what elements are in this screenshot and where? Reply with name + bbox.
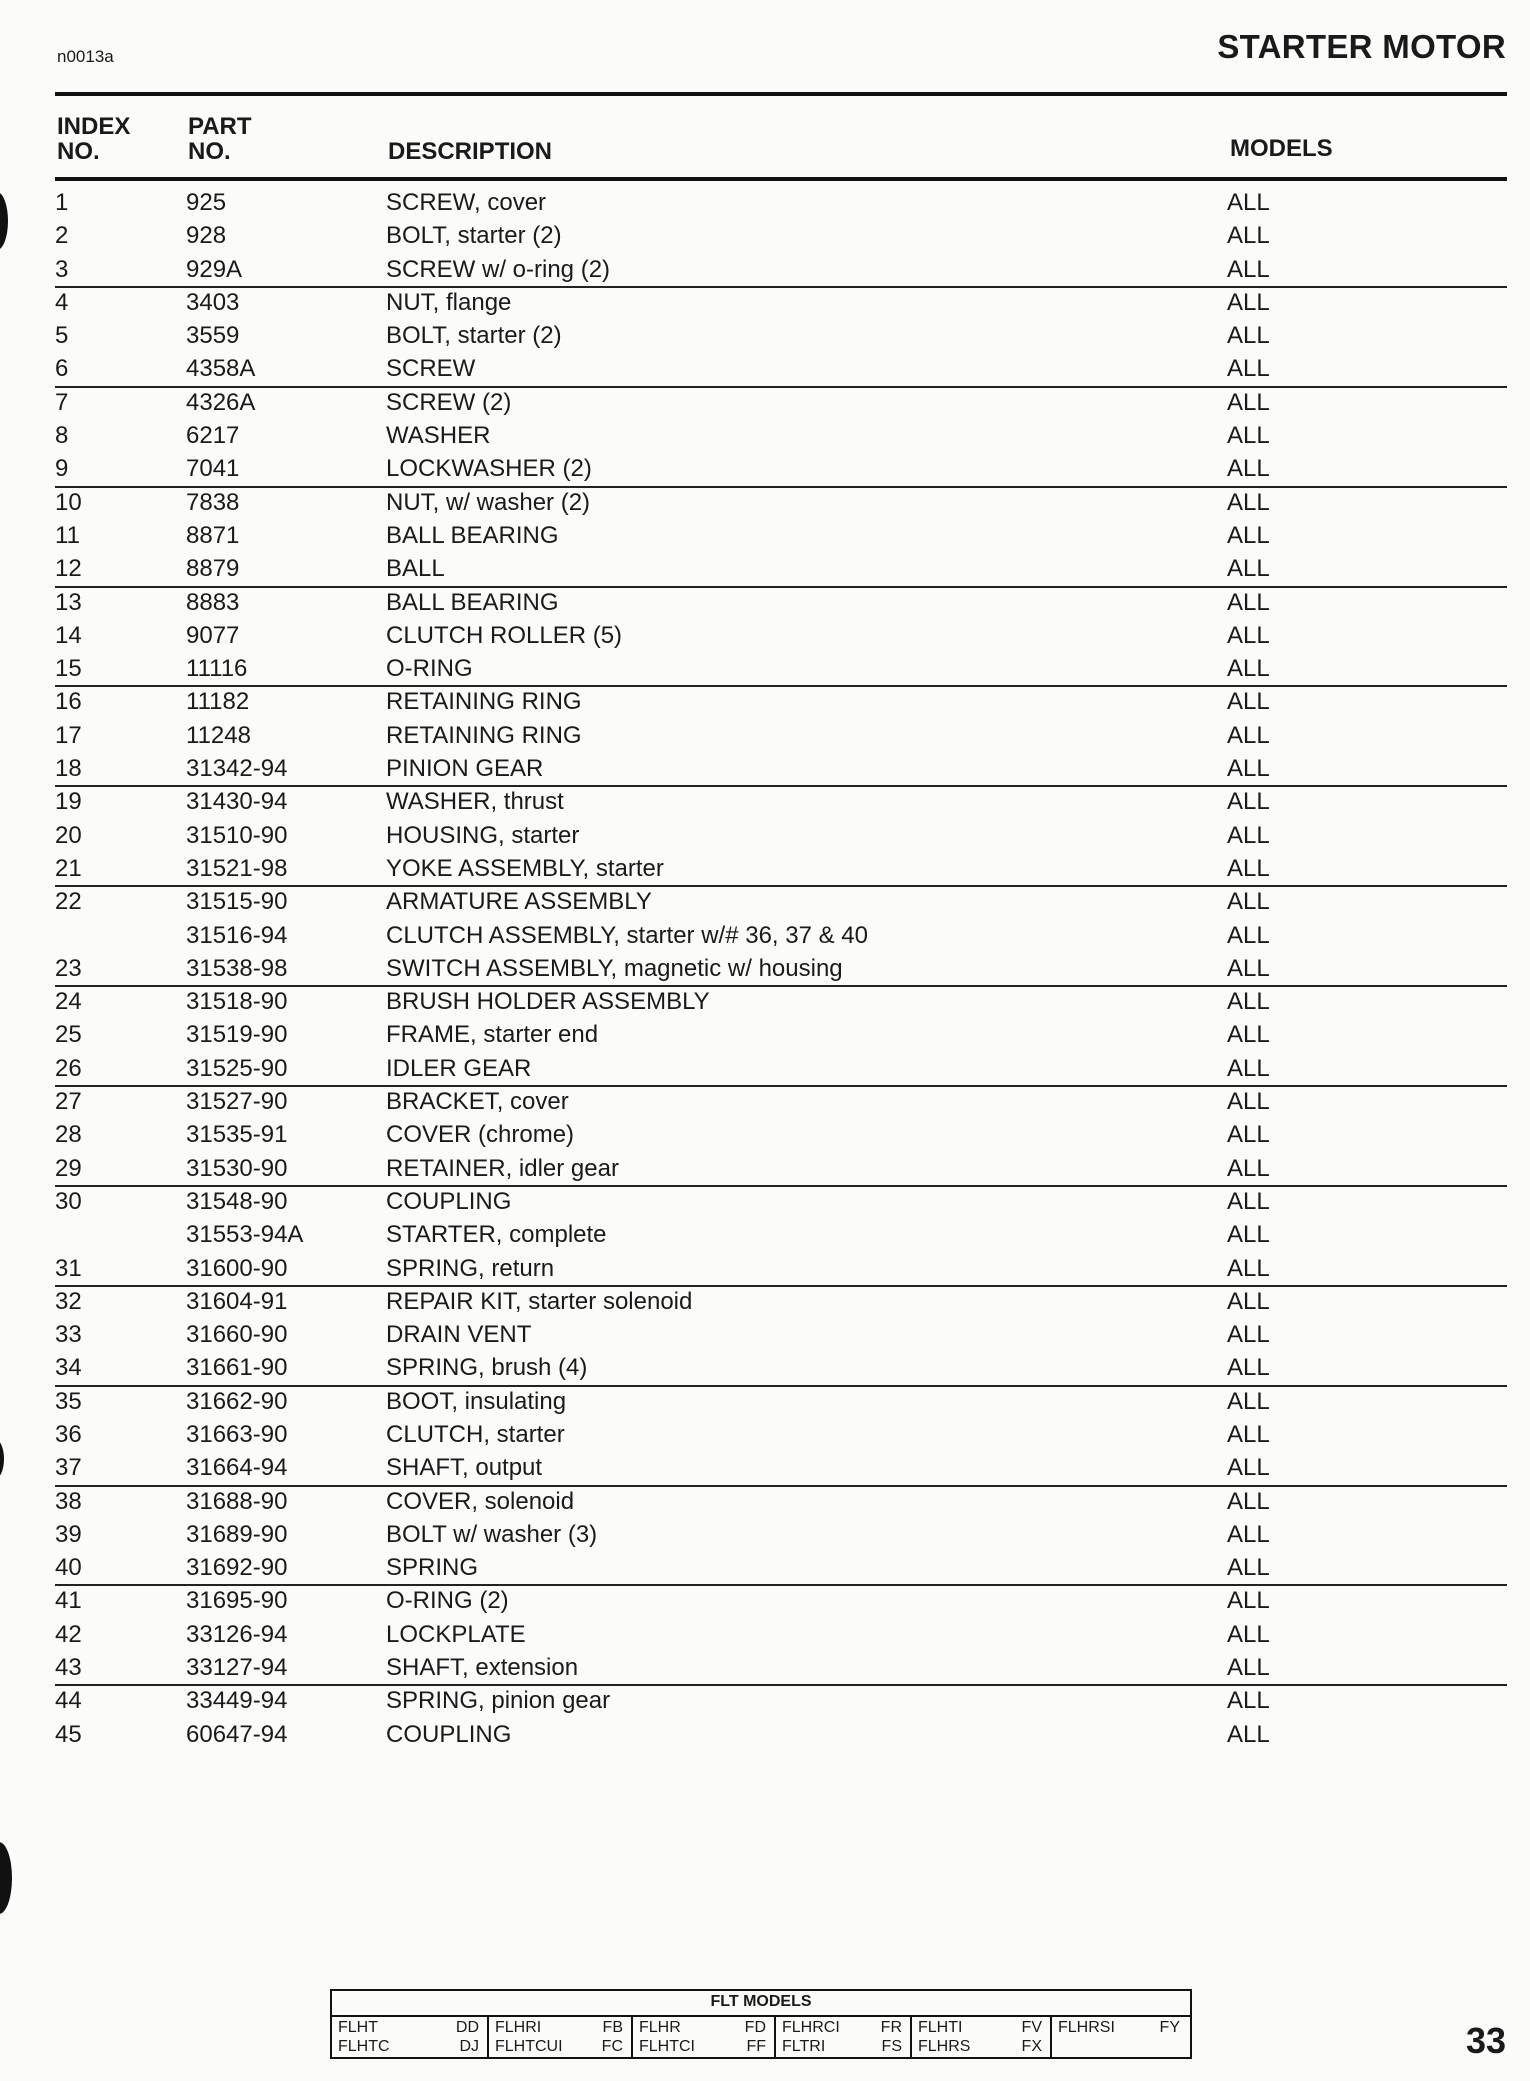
models-cell: ALL xyxy=(1227,688,1270,716)
index-cell: 12 xyxy=(55,555,82,583)
table-row xyxy=(0,1318,1530,1351)
models-cell: ALL xyxy=(1227,189,1270,216)
index-cell: 8 xyxy=(55,422,69,450)
description-cell: RETAINING RING xyxy=(386,721,582,749)
table-row xyxy=(0,486,1530,519)
table-row xyxy=(0,785,1530,818)
table-row xyxy=(0,985,1530,1018)
header-part xyxy=(188,114,252,164)
table-row xyxy=(0,1684,1530,1717)
table-row xyxy=(0,253,1530,286)
flt-model-name: FLHTCI xyxy=(639,2038,695,2055)
part-number-cell: 31600-90 xyxy=(186,1254,288,1282)
models-cell: ALL xyxy=(1227,1121,1270,1149)
header-index xyxy=(57,114,130,164)
index-cell: 37 xyxy=(55,1454,82,1482)
part-number-cell: 7041 xyxy=(186,455,240,483)
index-cell: 36 xyxy=(55,1420,82,1448)
group-divider xyxy=(55,286,1507,288)
index-cell: 11 xyxy=(55,521,80,549)
group-divider xyxy=(55,486,1507,488)
description-cell: COVER, solenoid xyxy=(386,1487,575,1515)
table-row xyxy=(0,1618,1530,1651)
description-cell: RETAINING RING xyxy=(386,688,582,716)
models-cell: ALL xyxy=(1227,655,1270,683)
description-cell: BOOT, insulating xyxy=(386,1387,567,1415)
description-cell: BRUSH HOLDER ASSEMBLY xyxy=(386,988,710,1016)
table-row xyxy=(0,652,1530,685)
index-cell: 17 xyxy=(55,721,82,749)
part-number-cell: 31548-90 xyxy=(186,1187,288,1215)
index-cell: 15 xyxy=(55,655,82,683)
part-number-cell: 8871 xyxy=(186,521,240,549)
index-cell: 6 xyxy=(55,355,69,383)
table-row xyxy=(0,419,1530,452)
description-cell: STARTER, complete xyxy=(386,1221,607,1249)
index-cell: 44 xyxy=(55,1687,82,1715)
flt-model-code: FV xyxy=(1021,2019,1042,2036)
part-number-cell: 31692-90 xyxy=(186,1554,288,1582)
description-cell: SHAFT, extension xyxy=(386,1654,579,1682)
index-cell: 31 xyxy=(55,1254,82,1282)
description-cell: SHAFT, output xyxy=(386,1454,543,1482)
part-number-cell: 31430-94 xyxy=(186,788,288,816)
description-cell: BALL BEARING xyxy=(386,521,559,549)
description-cell: WASHER xyxy=(386,422,491,450)
part-number-cell: 31538-98 xyxy=(186,954,288,982)
part-number-cell: 929A xyxy=(186,255,243,283)
table-row xyxy=(0,1085,1530,1118)
flt-model-code: FC xyxy=(601,2038,623,2055)
description-cell: COUPLING xyxy=(386,1187,512,1215)
models-cell: ALL xyxy=(1227,588,1270,616)
models-cell: ALL xyxy=(1227,821,1270,849)
top-rule xyxy=(55,92,1507,96)
part-number-cell: 31661-90 xyxy=(186,1354,288,1382)
part-number-cell: 31535-91 xyxy=(186,1121,288,1149)
part-number-cell: 31510-90 xyxy=(186,821,288,849)
description-cell: CLUTCH ROLLER (5) xyxy=(386,621,623,649)
table-row xyxy=(0,719,1530,752)
flt-model-cell xyxy=(912,2017,1052,2057)
index-cell: 3 xyxy=(55,255,69,283)
models-cell: ALL xyxy=(1227,1254,1270,1282)
models-cell: ALL xyxy=(1227,888,1270,916)
table-row xyxy=(0,352,1530,385)
part-number-cell: 31663-90 xyxy=(186,1420,288,1448)
index-cell: 18 xyxy=(55,755,82,783)
index-cell: 14 xyxy=(55,621,82,649)
description-cell: SWITCH ASSEMBLY, magnetic w/ housing xyxy=(386,954,843,982)
table-row xyxy=(0,1185,1530,1218)
table-row xyxy=(0,1218,1530,1251)
table-row xyxy=(0,1118,1530,1151)
index-cell: 35 xyxy=(55,1387,82,1415)
description-cell: SCREW xyxy=(386,355,476,383)
flt-model-name: FLHTI xyxy=(918,2019,963,2036)
part-number-cell: 31515-90 xyxy=(186,888,288,916)
index-cell: 7 xyxy=(55,388,69,416)
table-row xyxy=(0,219,1530,252)
index-cell: 24 xyxy=(55,988,82,1016)
flt-model-code: DD xyxy=(455,2019,479,2036)
table-row xyxy=(0,286,1530,319)
flt-model-cell xyxy=(489,2017,633,2057)
group-divider xyxy=(55,685,1507,687)
description-cell: SCREW w/ o-ring (2) xyxy=(386,255,611,283)
models-cell: ALL xyxy=(1227,355,1270,383)
description-cell: WASHER, thrust xyxy=(386,788,564,816)
index-cell: 5 xyxy=(55,322,69,350)
header-index-line1: INDEX xyxy=(57,113,131,140)
description-cell: O-RING (2) xyxy=(386,1587,509,1615)
flt-model-name: FLHRSI xyxy=(1058,2019,1115,2036)
index-cell: 21 xyxy=(55,854,82,882)
flt-model-code: FY xyxy=(1159,2019,1180,2036)
index-cell: 40 xyxy=(55,1554,82,1582)
part-number-cell: 31689-90 xyxy=(186,1520,288,1548)
description-cell: NUT, w/ washer (2) xyxy=(386,488,591,516)
table-row xyxy=(0,586,1530,619)
models-cell: ALL xyxy=(1227,1420,1270,1448)
index-cell: 34 xyxy=(55,1354,82,1382)
description-cell: LOCKPLATE xyxy=(386,1620,526,1648)
table-row xyxy=(0,519,1530,552)
models-cell: ALL xyxy=(1227,488,1270,516)
part-number-cell: 31521-98 xyxy=(186,854,288,882)
index-cell: 39 xyxy=(55,1520,82,1548)
description-cell: O-RING xyxy=(386,655,473,683)
models-cell: ALL xyxy=(1227,1154,1270,1182)
description-cell: SPRING xyxy=(386,1554,479,1582)
part-number-cell: 31688-90 xyxy=(186,1487,288,1515)
part-number-cell: 31662-90 xyxy=(186,1387,288,1415)
models-cell: ALL xyxy=(1227,954,1270,982)
header-description: DESCRIPTION xyxy=(388,138,553,165)
page-title: STARTER MOTOR xyxy=(1217,28,1506,65)
models-cell: ALL xyxy=(1227,455,1270,483)
table-row xyxy=(0,452,1530,485)
flt-model-name: FLHTC xyxy=(338,2038,390,2055)
flt-model-cell xyxy=(332,2017,489,2057)
part-number-cell: 60647-94 xyxy=(186,1720,288,1748)
index-cell: 16 xyxy=(55,688,82,716)
table-row xyxy=(0,1718,1530,1751)
models-cell: ALL xyxy=(1227,721,1270,749)
description-cell: DRAIN VENT xyxy=(386,1321,532,1349)
description-cell: RETAINER, idler gear xyxy=(386,1154,619,1182)
models-cell: ALL xyxy=(1227,621,1270,649)
flt-models-title: FLT MODELS xyxy=(710,1993,812,2010)
table-row xyxy=(0,919,1530,952)
description-cell: FRAME, starter end xyxy=(386,1021,599,1049)
part-number-cell: 4358A xyxy=(186,355,256,383)
models-cell: ALL xyxy=(1227,788,1270,816)
header-index-line2: NO. xyxy=(57,138,100,165)
part-number-cell: 31342-94 xyxy=(186,755,288,783)
models-cell: ALL xyxy=(1227,422,1270,450)
models-cell: ALL xyxy=(1227,1487,1270,1515)
table-row xyxy=(0,186,1530,219)
part-number-cell: 3559 xyxy=(186,322,240,350)
table-row xyxy=(0,1518,1530,1551)
header-models: MODELS xyxy=(1230,135,1333,162)
models-cell: ALL xyxy=(1227,1654,1270,1682)
models-cell: ALL xyxy=(1227,322,1270,350)
description-cell: SPRING, return xyxy=(386,1254,555,1282)
description-cell: BOLT, starter (2) xyxy=(386,222,562,250)
models-cell: ALL xyxy=(1227,1554,1270,1582)
index-cell: 25 xyxy=(55,1021,82,1049)
models-cell: ALL xyxy=(1227,555,1270,583)
description-cell: SPRING, brush (4) xyxy=(386,1354,588,1382)
description-cell: NUT, flange xyxy=(386,288,512,316)
part-number-cell: 11248 xyxy=(186,721,251,749)
part-number-cell: 3403 xyxy=(186,288,240,316)
table-row xyxy=(0,386,1530,419)
table-row xyxy=(0,885,1530,918)
group-divider xyxy=(55,386,1507,388)
index-cell: 43 xyxy=(55,1654,82,1682)
part-number-cell: 31695-90 xyxy=(186,1587,288,1615)
flt-models-table xyxy=(330,1989,1192,2059)
index-cell: 1 xyxy=(55,189,69,216)
flt-model-name: FLTRI xyxy=(782,2038,826,2055)
flt-model-cell xyxy=(1052,2017,1188,2057)
table-row xyxy=(0,1485,1530,1518)
index-cell: 20 xyxy=(55,821,82,849)
index-cell: 9 xyxy=(55,455,69,483)
part-number-cell: 6217 xyxy=(186,422,240,450)
part-number-cell: 31664-94 xyxy=(186,1454,288,1482)
part-number-cell: 31516-94 xyxy=(186,921,288,949)
flt-model-code: FX xyxy=(1021,2038,1042,2055)
index-cell: 32 xyxy=(55,1287,82,1315)
models-cell: ALL xyxy=(1227,1354,1270,1382)
description-cell: SCREW, cover xyxy=(386,189,547,216)
table-row xyxy=(0,1252,1530,1285)
table-row xyxy=(0,752,1530,785)
index-cell: 26 xyxy=(55,1054,82,1082)
description-cell: ARMATURE ASSEMBLY xyxy=(386,888,652,916)
description-cell: BRACKET, cover xyxy=(386,1088,569,1116)
part-number-cell: 31660-90 xyxy=(186,1321,288,1349)
index-cell: 45 xyxy=(55,1720,82,1748)
table-row xyxy=(0,1351,1530,1384)
part-number-cell: 8879 xyxy=(186,555,240,583)
flt-model-code: FD xyxy=(744,2019,766,2036)
header-part-line1: PART xyxy=(188,113,252,140)
models-cell: ALL xyxy=(1227,988,1270,1016)
flt-model-code: DJ xyxy=(459,2038,479,2055)
models-cell: ALL xyxy=(1227,288,1270,316)
flt-model-name: FLHT xyxy=(338,2019,378,2036)
header-part-line2: NO. xyxy=(188,138,231,165)
index-cell: 29 xyxy=(55,1154,82,1182)
models-cell: ALL xyxy=(1227,1088,1270,1116)
table-row xyxy=(0,619,1530,652)
index-cell: 10 xyxy=(55,488,82,516)
models-cell: ALL xyxy=(1227,1321,1270,1349)
index-cell: 2 xyxy=(55,222,69,250)
part-number-cell: 928 xyxy=(186,222,227,250)
part-number-cell: 31527-90 xyxy=(186,1088,288,1116)
part-number-cell: 31518-90 xyxy=(186,988,288,1016)
description-cell: LOCKWASHER (2) xyxy=(386,455,592,483)
index-cell: 33 xyxy=(55,1321,82,1349)
index-cell: 22 xyxy=(55,888,82,916)
description-cell: SPRING, pinion gear xyxy=(386,1687,611,1715)
index-cell: 4 xyxy=(55,288,69,316)
flt-model-code: FS xyxy=(881,2038,902,2055)
part-number-cell: 4326A xyxy=(186,388,256,416)
table-row xyxy=(0,685,1530,718)
models-cell: ALL xyxy=(1227,1620,1270,1648)
description-cell: BOLT, starter (2) xyxy=(386,322,562,350)
part-number-cell: 11116 xyxy=(186,655,248,683)
description-cell: REPAIR KIT, starter solenoid xyxy=(386,1287,693,1315)
flt-model-name: FLHRI xyxy=(495,2019,542,2036)
models-cell: ALL xyxy=(1227,1587,1270,1615)
table-row xyxy=(0,1584,1530,1617)
table-row xyxy=(0,1451,1530,1484)
models-cell: ALL xyxy=(1227,521,1270,549)
models-cell: ALL xyxy=(1227,1221,1270,1249)
table-row xyxy=(0,1551,1530,1584)
description-cell: SCREW (2) xyxy=(386,388,512,416)
index-cell: 41 xyxy=(55,1587,82,1615)
index-cell: 23 xyxy=(55,954,82,982)
flt-model-code: FB xyxy=(602,2019,623,2036)
part-number-cell: 31525-90 xyxy=(186,1054,288,1082)
part-number-cell: 8883 xyxy=(186,588,240,616)
flt-model-code: FF xyxy=(746,2038,766,2055)
table-row xyxy=(0,1052,1530,1085)
table-row xyxy=(0,552,1530,585)
models-cell: ALL xyxy=(1227,1054,1270,1082)
flt-model-name: FLHR xyxy=(639,2019,681,2036)
models-cell: ALL xyxy=(1227,1187,1270,1215)
table-row xyxy=(0,819,1530,852)
models-cell: ALL xyxy=(1227,755,1270,783)
part-number-cell: 31530-90 xyxy=(186,1154,288,1182)
flt-model-cell xyxy=(776,2017,912,2057)
flt-model-name: FLHRS xyxy=(918,2038,971,2055)
table-row xyxy=(0,1385,1530,1418)
models-cell: ALL xyxy=(1227,921,1270,949)
parts-table xyxy=(0,186,1530,1751)
flt-model-name: FLHRCI xyxy=(782,2019,840,2036)
flt-model-name: FLHTCUI xyxy=(495,2038,563,2055)
models-cell: ALL xyxy=(1227,854,1270,882)
table-row xyxy=(0,1018,1530,1051)
table-row xyxy=(0,319,1530,352)
group-divider xyxy=(55,586,1507,588)
flt-model-code: FR xyxy=(880,2019,902,2036)
index-cell: 28 xyxy=(55,1121,82,1149)
index-cell: 38 xyxy=(55,1487,82,1515)
models-cell: ALL xyxy=(1227,222,1270,250)
description-cell: CLUTCH, starter xyxy=(386,1420,565,1448)
index-cell: 42 xyxy=(55,1620,82,1648)
part-number-cell: 925 xyxy=(186,189,227,216)
description-cell: PINION GEAR xyxy=(386,755,544,783)
binding-hole-mark xyxy=(0,1842,12,1914)
part-number-cell: 11182 xyxy=(186,688,250,716)
models-cell: ALL xyxy=(1227,1287,1270,1315)
part-number-cell: 31553-94A xyxy=(186,1221,304,1249)
table-row xyxy=(0,852,1530,885)
part-number-cell: 31519-90 xyxy=(186,1021,288,1049)
part-number-cell: 33127-94 xyxy=(186,1654,288,1682)
index-cell: 30 xyxy=(55,1187,82,1215)
part-number-cell: 31604-91 xyxy=(186,1287,288,1315)
description-cell: CLUTCH ASSEMBLY, starter w/# 36, 37 & 40 xyxy=(386,921,868,949)
part-number-cell: 7838 xyxy=(186,488,240,516)
models-cell: ALL xyxy=(1227,1720,1270,1748)
description-cell: BALL BEARING xyxy=(386,588,559,616)
header-rule xyxy=(55,177,1507,181)
index-cell: 27 xyxy=(55,1088,82,1116)
models-cell: ALL xyxy=(1227,1520,1270,1548)
description-cell: COUPLING xyxy=(386,1720,512,1748)
part-number-cell: 33449-94 xyxy=(186,1687,288,1715)
index-cell: 13 xyxy=(55,588,82,616)
models-cell: ALL xyxy=(1227,388,1270,416)
index-cell: 19 xyxy=(55,788,82,816)
description-cell: HOUSING, starter xyxy=(386,821,580,849)
description-cell: BALL xyxy=(386,555,445,583)
flt-model-cell xyxy=(633,2017,776,2057)
models-cell: ALL xyxy=(1227,1687,1270,1715)
part-number-cell: 9077 xyxy=(186,621,240,649)
doc-code: n0013a xyxy=(57,47,114,66)
description-cell: IDLER GEAR xyxy=(386,1054,532,1082)
description-cell: BOLT w/ washer (3) xyxy=(386,1520,598,1548)
table-row xyxy=(0,1651,1530,1684)
part-number-cell: 33126-94 xyxy=(186,1620,288,1648)
models-cell: ALL xyxy=(1227,255,1270,283)
description-cell: COVER (chrome) xyxy=(386,1121,575,1149)
description-cell: YOKE ASSEMBLY, starter xyxy=(386,854,664,882)
table-row xyxy=(0,1418,1530,1451)
table-row xyxy=(0,1285,1530,1318)
table-row xyxy=(0,1152,1530,1185)
models-cell: ALL xyxy=(1227,1021,1270,1049)
models-cell: ALL xyxy=(1227,1454,1270,1482)
models-cell: ALL xyxy=(1227,1387,1270,1415)
page-number: 33 xyxy=(1465,2020,1506,2061)
table-row xyxy=(0,952,1530,985)
